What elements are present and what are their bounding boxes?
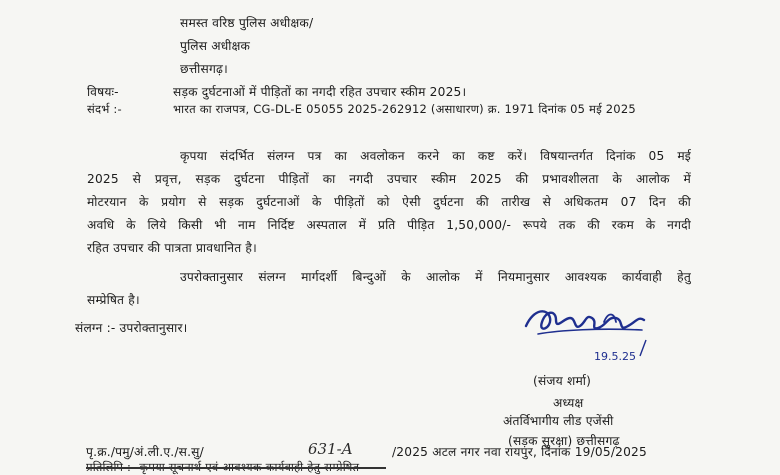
signatory-office: अंतर्विभागीय लीड एजेंसी	[503, 414, 614, 428]
body-para1-line4: अवधि के लिये किसी भी नाम निर्दिष्ट अस्पताल में प्रति पीड़ित 1,50,000/- रूपये तक की रकम के नगदी	[87, 218, 691, 232]
body-para1-line3: मोटरयान के प्रयोग से सड़क दुर्घटनाओं के पीड़ितों को ऐसी दुर्घटना की तारीख से अधिकतम 07 दिन की	[87, 195, 691, 209]
handwritten-signature	[520, 300, 670, 370]
signatory-department: (सड़क सुरक्षा) छत्तीसगढ़	[508, 434, 620, 448]
footer-ref-suffix: /2025 अटल नगर नवा रायपुर, दिनांक 19/05/2025	[392, 445, 647, 459]
subject-label: विषयः-	[87, 85, 119, 99]
reference-text: भारत का राजपत्र, CG-DL-E 05055 2025-262912 (असाधारण) क्र. 1971 दिनांक 05 मई 2025	[173, 102, 636, 116]
enclosure-note: संलग्न :- उपरोक्तानुसार।	[75, 321, 188, 335]
reference-label: संदर्भ :-	[87, 102, 122, 116]
body-para1-line5: रहित उपचार की पात्रता प्रावधानित है।	[87, 241, 257, 255]
signatory-designation: अध्यक्ष	[553, 396, 584, 410]
handwritten-number: 631-A	[308, 440, 353, 458]
body-para1-line2: 2025 से प्रवृत्त, सड़क दुर्घटना पीड़ितों का नगदी उपचार स्कीम 2025 की प्रभावशीलता के आलोक में	[87, 172, 691, 186]
signature-date: 19.5.25	[594, 350, 636, 363]
address-line-2: पुलिस अधीक्षक	[180, 39, 251, 53]
body-para1-line1: कृपया संदर्भित संलग्न पत्र का अवलोकन करने का कष्ट करें। विषयान्तर्गत दिनांक 05 मई	[180, 149, 691, 163]
subject-text: सड़क दुर्घटनाओं में पीड़ितों का नगदी रहित उपचार स्कीम 2025।	[173, 85, 467, 99]
body-para2-line1: उपरोक्तानुसार संलग्न मार्गदर्शी बिन्दुओं के आलोक में नियमानुसार आवश्यक कार्यवाही हेतु	[180, 270, 691, 284]
address-line-3: छत्तीसगढ़।	[180, 62, 228, 76]
footer-ref-prefix: पृ.क्र./पमु/अं.ली.ए./स.सु/	[86, 445, 204, 459]
body-para2-line2: सम्प्रेषित है।	[87, 293, 140, 307]
signature-scribble	[520, 300, 670, 370]
address-line-1: समस्त वरिष्ठ पुलिस अधीक्षक/	[180, 16, 314, 30]
signatory-name: (संजय शर्मा)	[533, 374, 592, 388]
footer-underline	[86, 467, 386, 469]
